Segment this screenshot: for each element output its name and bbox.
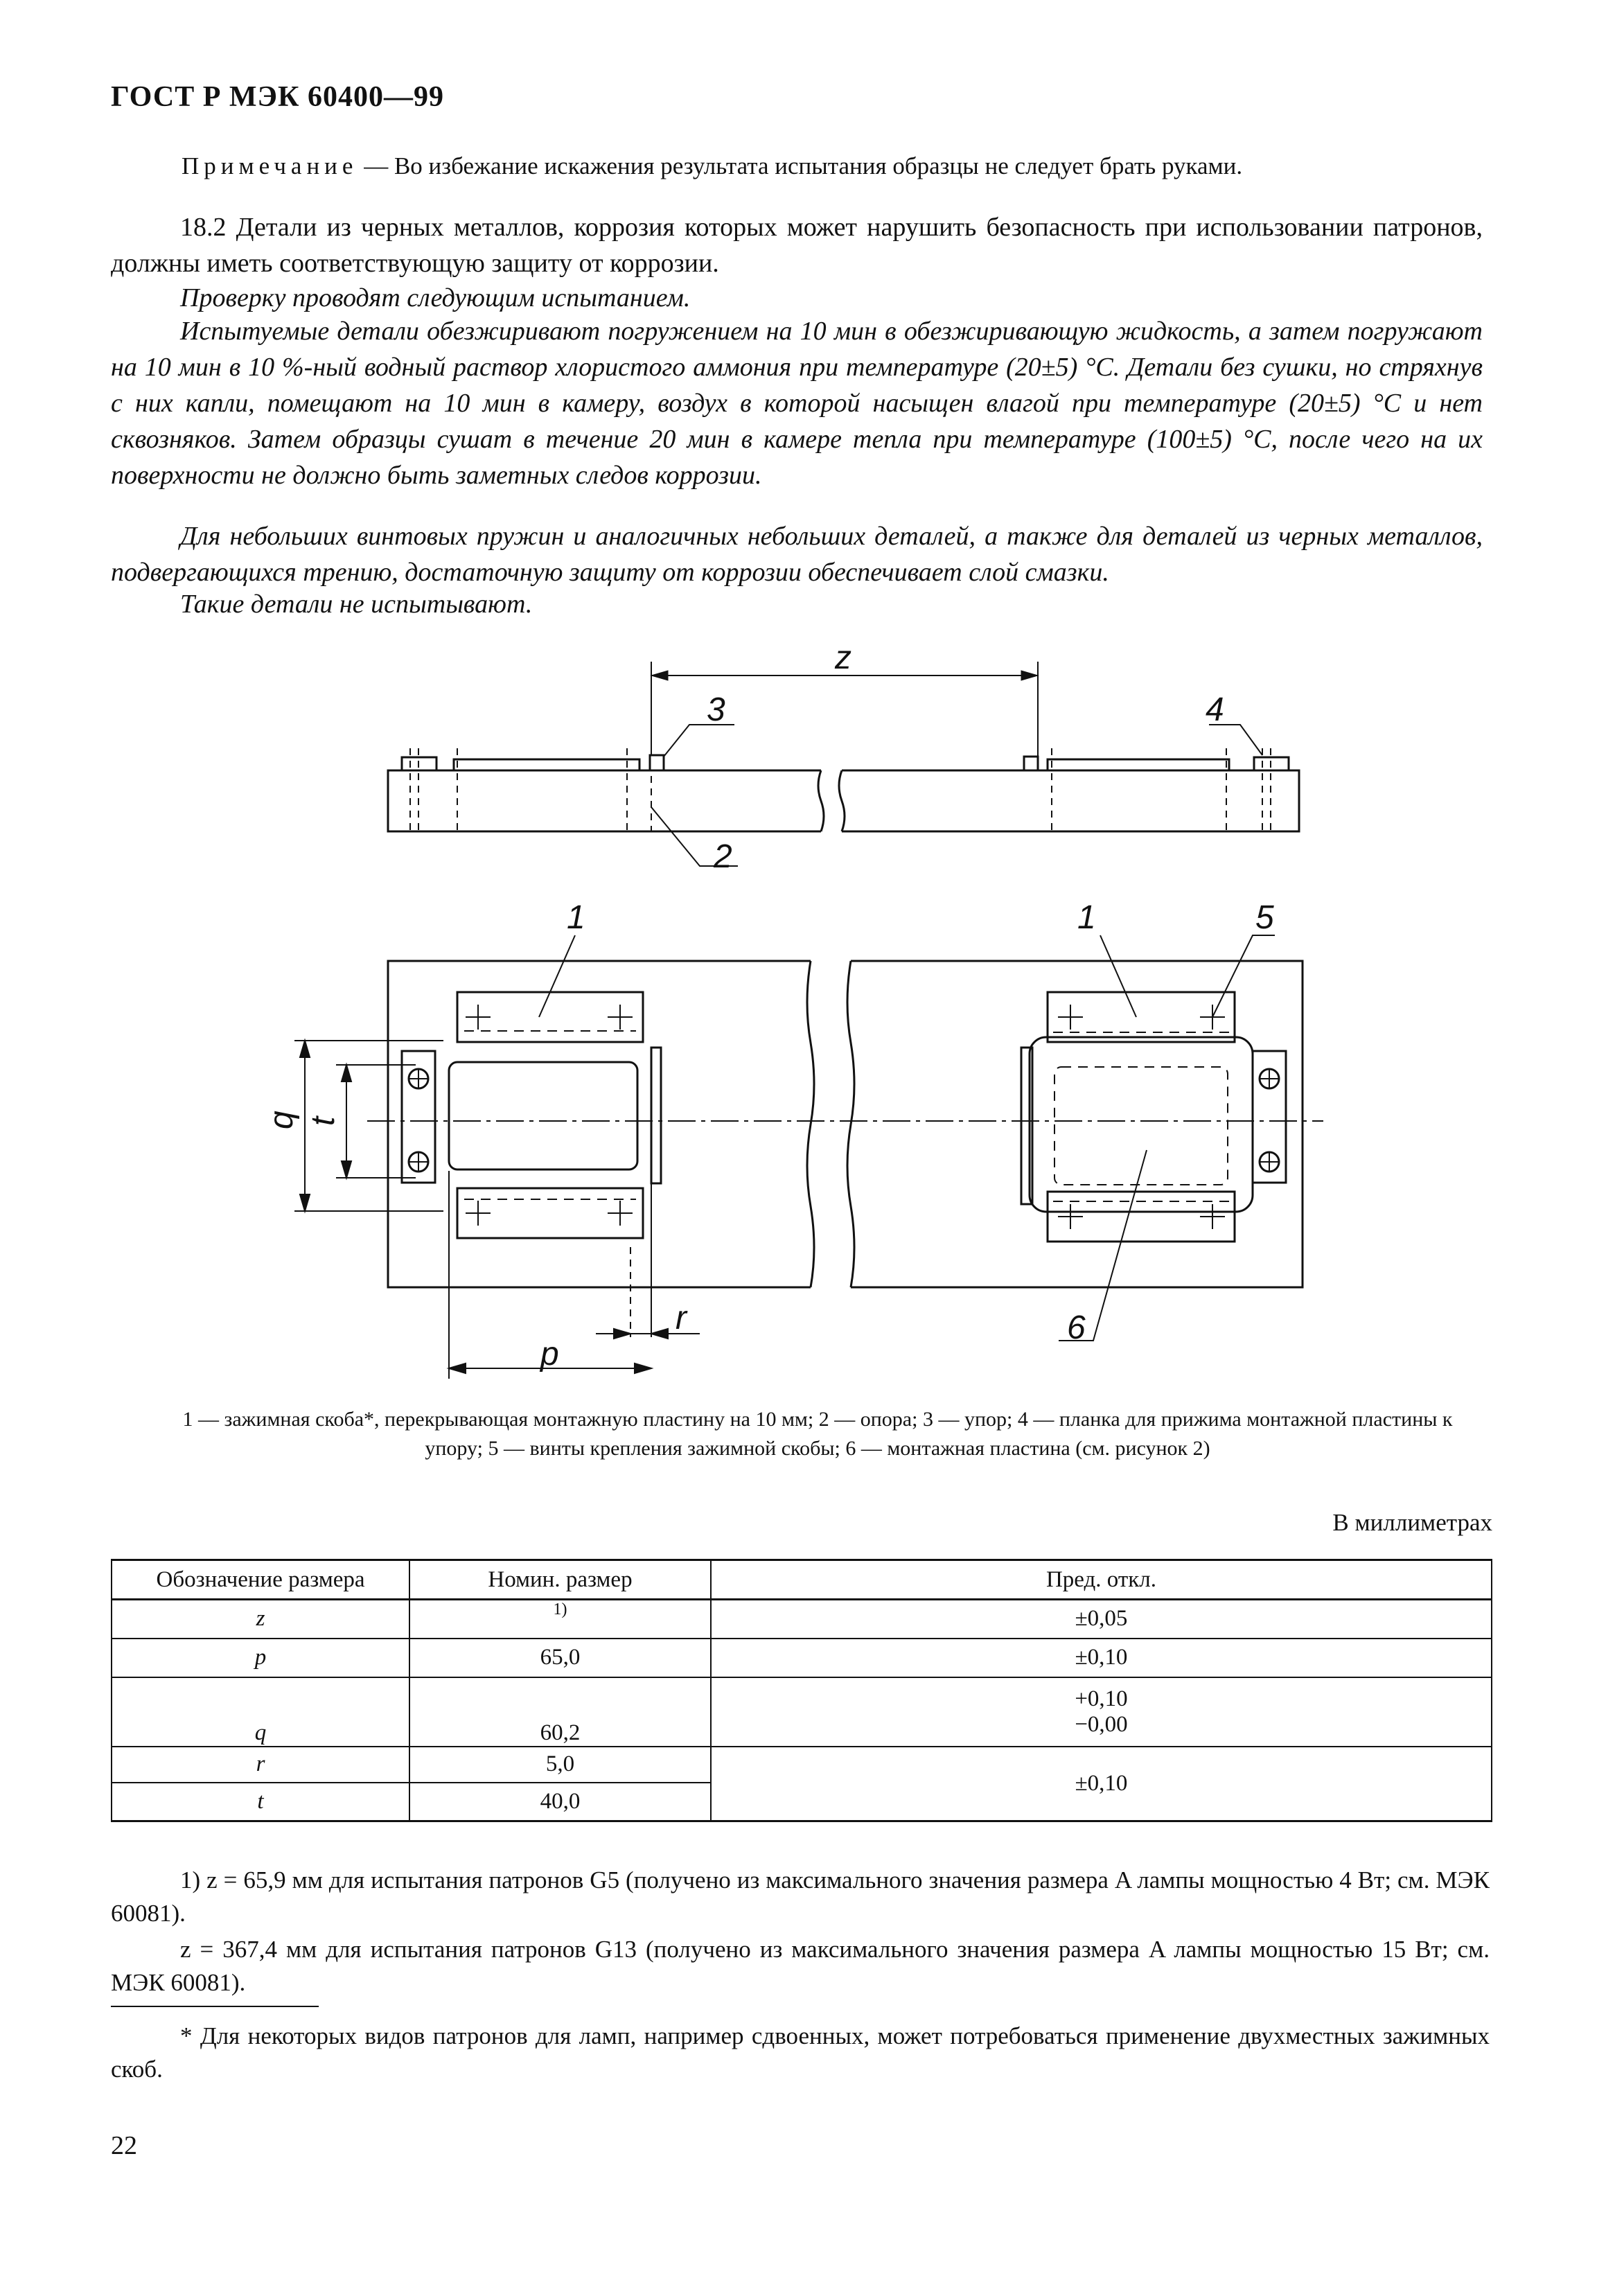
cell-nominal: 40,0 <box>409 1783 711 1821</box>
test-intro: Проверку проводят следующим испытанием. <box>180 283 691 312</box>
cell-tolerance: ±0,10 <box>711 1639 1492 1677</box>
plan-view <box>294 935 1323 1379</box>
label-5: 5 <box>1255 899 1274 936</box>
page-number: 22 <box>111 2131 137 2160</box>
note-text: — Во избежание искажения результата испытания образцы не следует брать руками. <box>358 152 1243 179</box>
test-procedure: Испытуемые детали обезжиривают погружением на 10 мин в обезжиривающую жидкость, а затем погружают на 10 мин в 10 %-ный водный раствор хлористого аммония при температуре (20±5) °С. Детали без сушки, но стряхнув с них капли, помещают на 10 мин в камеру, воздух в которой насыщен влагой при температуре (20±5) °С и нет сквозняков. Затем образцы сушат в течение 20 мин в камере тепла при температуре (100±5) °С, после чего на их поверхности не должно быть заметных следов коррозии. <box>111 317 1483 490</box>
note-label: Примечание <box>182 152 358 179</box>
footnote-divider <box>111 2006 319 2007</box>
cell-nominal: 1) <box>409 1600 711 1639</box>
label-z: z <box>835 644 851 676</box>
tol-plus: +0,10 <box>1075 1686 1128 1711</box>
cell-name: p <box>112 1639 409 1677</box>
label-p: p <box>540 1336 559 1372</box>
cell-name: z <box>112 1600 409 1639</box>
cell-tolerance: ±0,05 <box>711 1600 1492 1639</box>
col-header-tolerance: Пред. откл. <box>711 1560 1492 1600</box>
footnote-2: z = 367,4 мм для испытания патронов G13 (получено из максимального значения размера A лампы мощностью 15 Вт; см. МЭК 60081). <box>111 1936 1490 1996</box>
cell-name: r <box>112 1747 409 1783</box>
label-4: 4 <box>1206 691 1224 728</box>
note <box>182 152 1242 180</box>
label-1-left: 1 <box>567 899 585 936</box>
cell-name: q <box>112 1677 409 1747</box>
fixture-drawing <box>0 644 1624 1406</box>
dimensions-table <box>111 1559 1492 1822</box>
table-row <box>112 1600 1492 1639</box>
section-18-2: 18.2 Детали из черных металлов, коррозия которых может нарушить безопасность при использовании патронов, должны иметь соответствующую защиту от коррозии. <box>111 213 1483 278</box>
label-1-right: 1 <box>1077 899 1096 936</box>
cell-name: t <box>112 1783 409 1821</box>
cell-nominal: 5,0 <box>409 1747 711 1783</box>
label-r: r <box>676 1300 687 1336</box>
label-2: 2 <box>714 838 732 875</box>
col-header-designation: Обозначение размера <box>112 1560 409 1600</box>
label-t: t <box>305 1116 342 1126</box>
cell-nominal: 60,2 <box>409 1677 711 1747</box>
footnote-star: * Для некоторых видов патронов для ламп, например сдвоенных, может потребоваться применение двухместных зажимных скоб. <box>111 2022 1490 2083</box>
not-tested-note: Такие детали не испытывают. <box>180 590 533 619</box>
table-row <box>112 1639 1492 1677</box>
figure-caption: 1 — зажимная скоба*, перекрывающая монтажную пластину на 10 мм; 2 — опора; 3 — упор; 4 — планка для прижима монтажной пластины к упору; 5 — винты крепления зажимной скобы; 6 — монтажная пластина (см. рисунок 2) <box>182 1408 1453 1460</box>
side-view <box>388 662 1299 866</box>
footnote-1: 1) z = 65,9 мм для испытания патронов G5 (получено из максимального значения размера A лампы мощностью 4 Вт; см. МЭК 60081). <box>111 1866 1490 1927</box>
label-6: 6 <box>1067 1309 1086 1346</box>
cell-nominal: 65,0 <box>409 1639 711 1677</box>
cell-tolerance: ±0,10 <box>711 1747 1492 1821</box>
lubrication-note: Для небольших винтовых пружин и аналогичных небольших деталей, а также для деталей из черных металлов, подвергающихся трению, достаточную защиту от коррозии обеспечивает слой смазки. <box>111 522 1483 587</box>
table-header-row <box>112 1560 1492 1600</box>
table-row <box>112 1747 1492 1783</box>
tol-minus: −0,00 <box>1075 1711 1128 1737</box>
table-row <box>112 1677 1492 1747</box>
col-header-nominal: Номин. размер <box>409 1560 711 1600</box>
cell-tolerance <box>711 1677 1492 1747</box>
label-3: 3 <box>707 691 725 728</box>
table-units: В миллиметрах <box>1332 1509 1492 1536</box>
document-header: ГОСТ Р МЭК 60400—99 <box>111 81 444 113</box>
label-q: q <box>263 1111 300 1129</box>
